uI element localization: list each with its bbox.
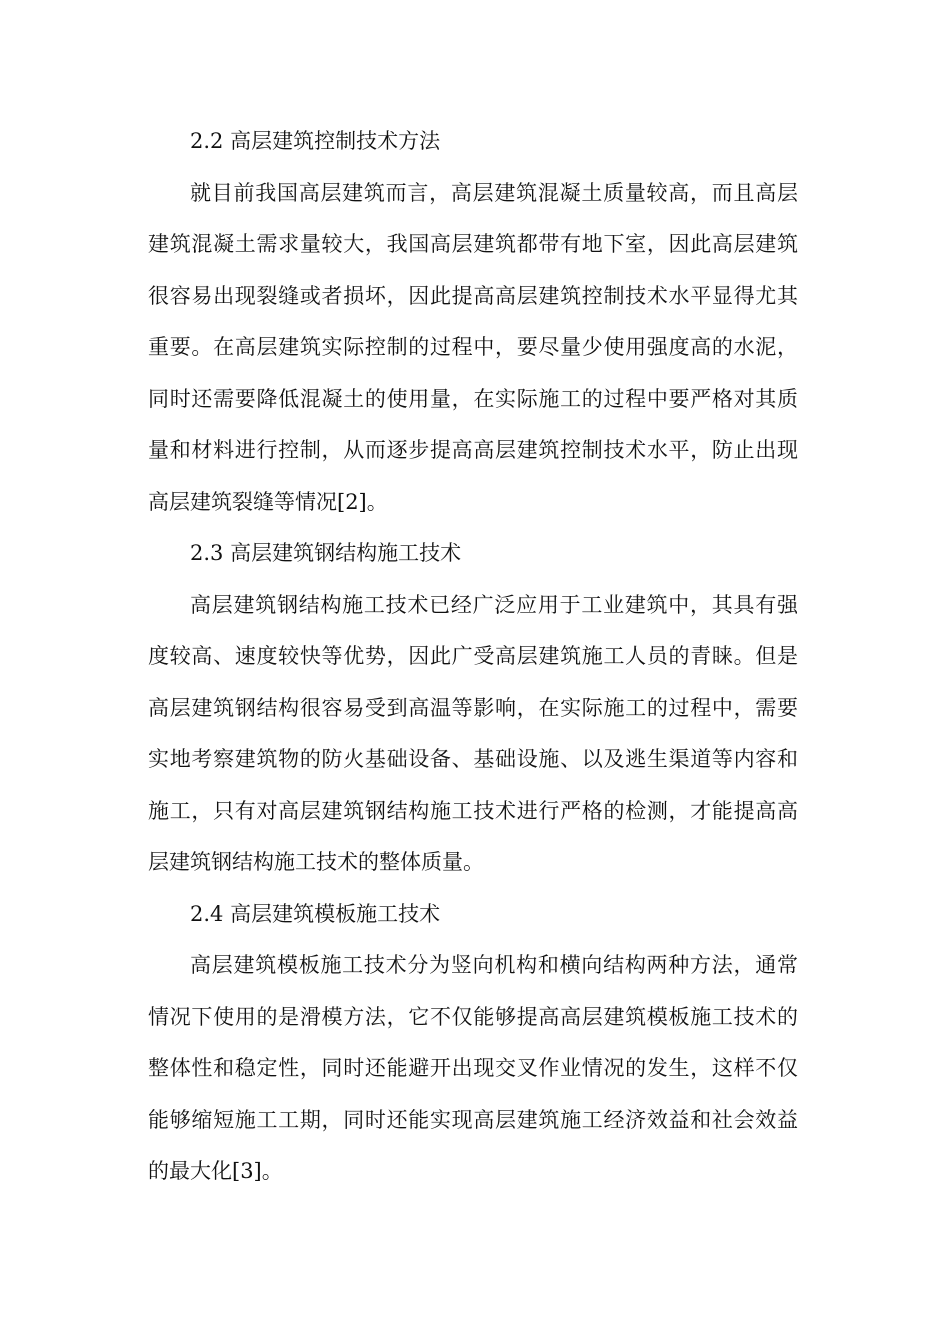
section-body-2-3: 高层建筑钢结构施工技术已经广泛应用于工业建筑中，其具有强度较高、速度较快等优势，因此广受高层建筑施工人员的青睐。但是高层建筑钢结构很容易受到高温等影响，在实际施工的过程中，需要实地考察建筑物的防火基础设备、基础设施、以及逃生渠道等内容和施工，只有对高层建筑钢结构施工技术进行严格的检测，才能提高高层建筑钢结构施工技术的整体质量。 bbox=[148, 592, 798, 874]
section-heading-2-3: 2.3 高层建筑钢结构施工技术 bbox=[190, 541, 462, 565]
section-heading-2-4: 2.4 高层建筑模板施工技术 bbox=[190, 901, 441, 926]
document-page bbox=[148, 116, 798, 1198]
section-body-2-2: 就目前我国高层建筑而言，高层建筑混凝土质量较高，而且高层建筑混凝土需求量较大，我国高层建筑都带有地下室，因此高层建筑很容易出现裂缝或者损坏，因此提高高层建筑控制技术水平显得尤其重要。在高层建筑实际控制的过程中，要尽量少使用强度高的水泥，同时还需要降低混凝土的使用量，在实际施工的过程中要严格对其质量和材料进行控制，从而逐步提高高层建筑控制技术水平，防止出现高层建筑裂缝等情况[2]。 bbox=[148, 180, 798, 514]
section-body-2-4: 高层建筑模板施工技术分为竖向机构和横向结构两种方法，通常情况下使用的是滑模方法，它不仅能够提高高层建筑模板施工技术的整体性和稳定性，同时还能避开出现交叉作业情况的发生，这样不仅能够缩短施工工期，同时还能实现高层建筑施工经济效益和社会效益的最大化[3]。 bbox=[148, 953, 798, 1183]
section-heading-2-2: 2.2 高层建筑控制技术方法 bbox=[190, 129, 441, 153]
